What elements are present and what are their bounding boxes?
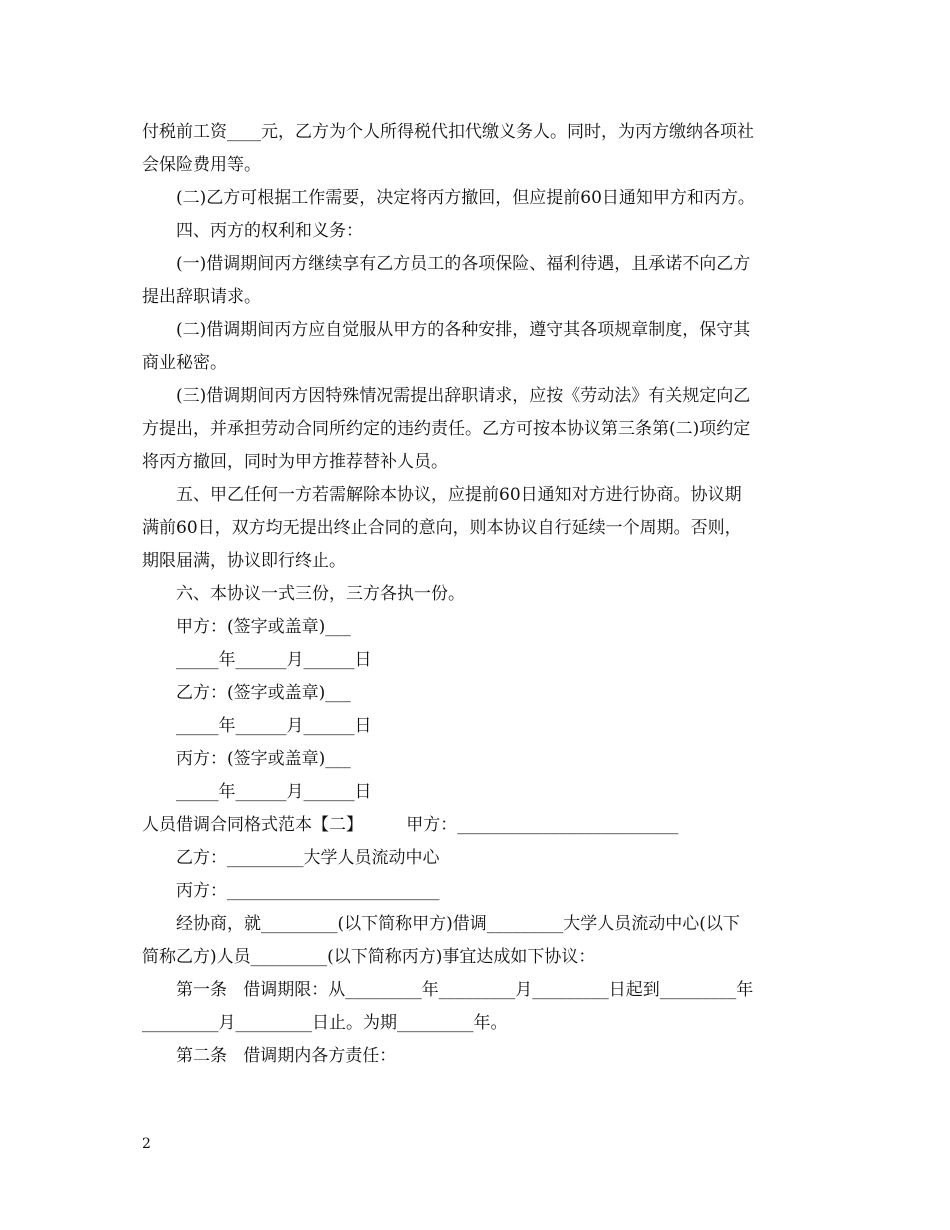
text-line: 提出辞职请求。 — [142, 287, 261, 307]
page-number: 2 — [142, 1136, 151, 1152]
text-line: (三)借调期间丙方因特殊情况需提出辞职请求，应按《劳动法》有关规定向乙 — [176, 386, 751, 406]
text-line: 第二条 借调期内各方责任： — [176, 1046, 397, 1066]
text-line: 丙方：(签字或盖章)___ — [176, 749, 351, 769]
text-line: 丙方：_________________________ — [176, 881, 440, 901]
text-line: 六、本协议一式三份，三方各执一份。 — [176, 584, 465, 604]
text-line: 经协商，就_________(以下简称甲方)借调_________大学人员流动中心(以下 — [176, 914, 740, 934]
text-line: 期限届满，协议即行终止。 — [142, 551, 346, 571]
text-line: 甲方：(签字或盖章)___ — [176, 617, 351, 637]
text-line: (二)乙方可根据工作需要，决定将丙方撤回，但应提前60日通知甲方和丙方。 — [176, 188, 755, 208]
text-line: 五、甲乙任何一方若需解除本协议，应提前60日通知对方进行协商。协议期 — [176, 485, 742, 505]
text-line: _____年______月______日 — [176, 716, 372, 736]
text-line: _____年______月______日 — [176, 650, 372, 670]
text-line: 第一条 借调期限：从_________年_________月_________日起到_________年 — [176, 980, 754, 1000]
text-line: (二)借调期间丙方应自觉服从甲方的各种安排，遵守其各项规章制度，保守其 — [176, 320, 751, 340]
text-line: 乙方：(签字或盖章)___ — [176, 683, 351, 703]
text-line: 满前60日，双方均无提出终止合同的意向，则本协议自行延续一个周期。否则， — [142, 518, 742, 538]
text-line: 商业秘密。 — [142, 353, 227, 373]
text-line: 方提出，并承担劳动合同所约定的违约责任。乙方可按本协议第三条第(二)项约定 — [142, 419, 751, 439]
text-line: 会保险费用等。 — [142, 155, 261, 175]
text-line: 人员借调合同格式范本【二】 甲方：__________________________ — [142, 815, 679, 835]
text-line: 简称乙方)人员_________(以下简称丙方)事宜达成如下协议： — [142, 947, 596, 967]
text-line: _____年______月______日 — [176, 782, 372, 802]
text-line: _________月_________日止。为期_________年。 — [142, 1013, 508, 1033]
text-line: 付税前工资____元，乙方为个人所得税代扣代缴义务人。同时，为丙方缴纳各项社 — [142, 122, 754, 142]
text-line: 四、丙方的权利和义务： — [176, 221, 363, 241]
text-line: 将丙方撤回，同时为甲方推荐替补人员。 — [142, 452, 448, 472]
text-line: 乙方：_________大学人员流动中心 — [176, 848, 440, 868]
body-text — [142, 116, 818, 1073]
text-line: (一)借调期间丙方继续享有乙方员工的各项保险、福利待遇，且承诺不向乙方 — [176, 254, 751, 274]
